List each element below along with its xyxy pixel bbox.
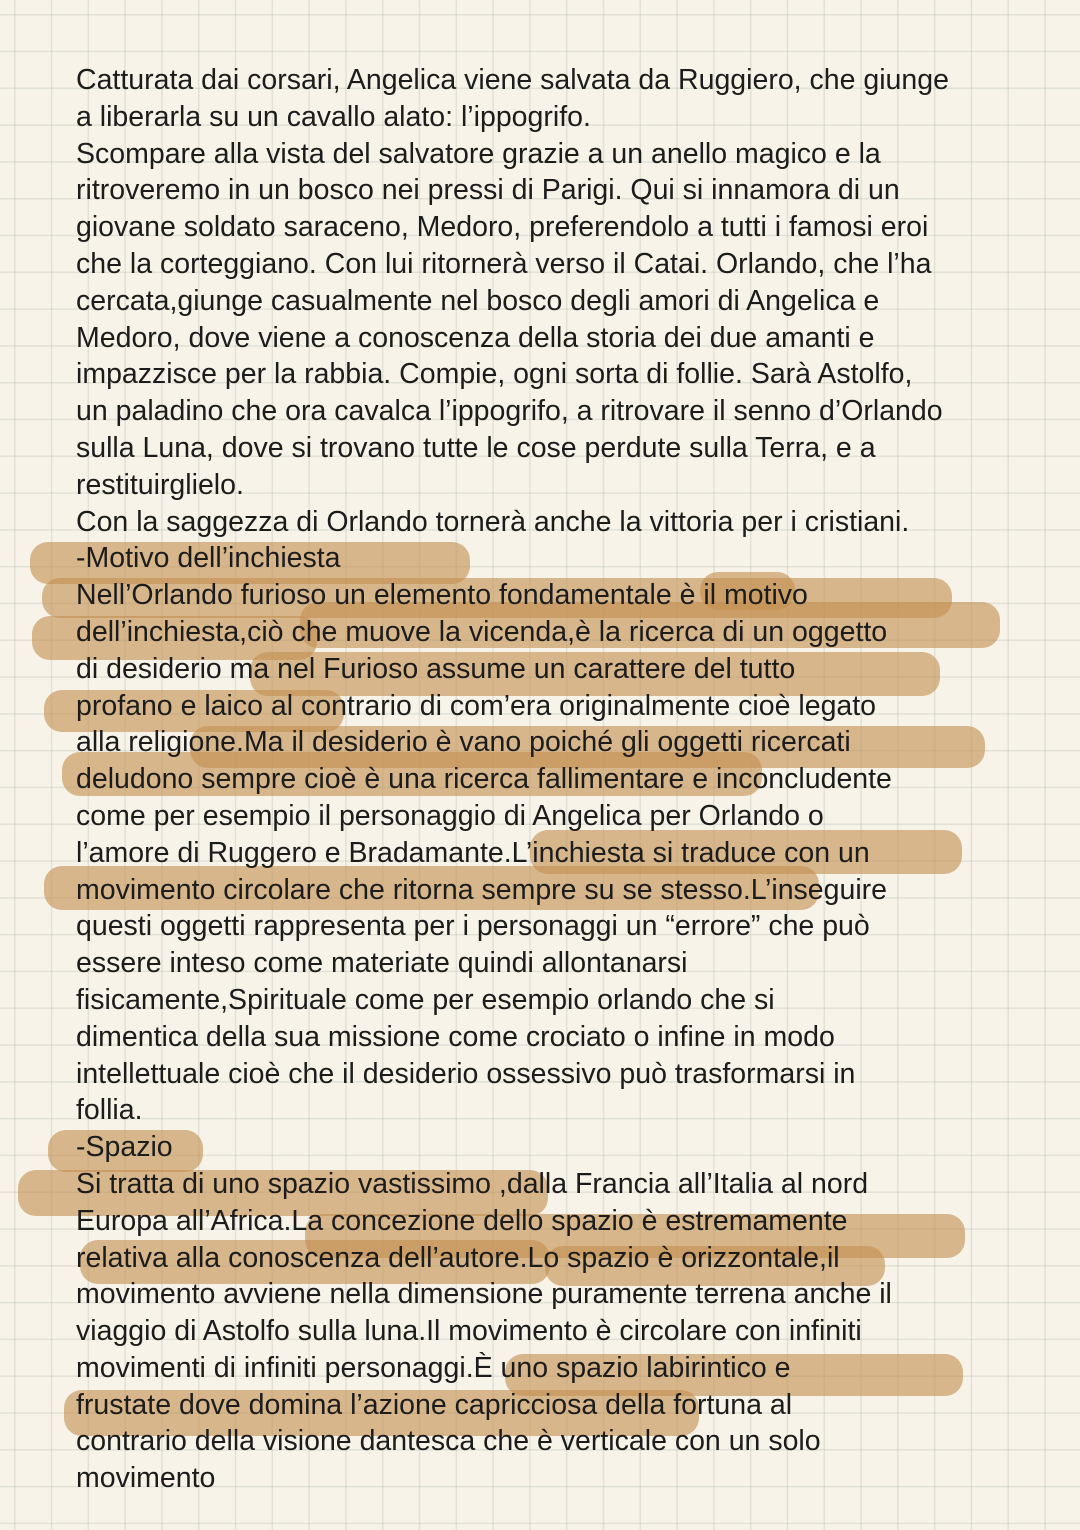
text-line: movimento [76, 1462, 216, 1495]
text-line: dimentica della sua missione come crociato o infine in modo [76, 1020, 835, 1053]
text-line: Si tratta di uno spazio vastissimo ,dalla Francia all’Italia al nord [76, 1167, 869, 1200]
text-line: sulla Luna, dove si trovano tutte le cose perdute sulla Terra, e a [76, 431, 876, 464]
text-line: dell’inchiesta,ciò che muove la vicenda,è la ricerca di un oggetto [76, 615, 888, 648]
text-line: alla religione.Ma il desiderio è vano poiché gli oggetti ricercati [76, 726, 851, 759]
text-line: a liberarla su un cavallo alato: l’ippogrifo. [76, 100, 591, 133]
text-line: follia. [76, 1094, 143, 1127]
text-line: relativa alla conoscenza dell’autore.Lo spazio è orizzontale,il [76, 1241, 840, 1274]
text-line: cercata,giunge casualmente nel bosco degli amori di Angelica e [76, 284, 880, 317]
text-line: questi oggetti rappresenta per i personaggi un “errore” che può [76, 910, 870, 943]
text-line: movimento avviene nella dimensione puramente terrena anche il [76, 1278, 892, 1311]
text-line: viaggio di Astolfo sulla luna.Il movimento è circolare con infiniti [76, 1315, 862, 1348]
section-heading-motivo: -Motivo dell’inchiesta [76, 542, 341, 575]
text-line: profano e laico al contrario di com’era originalmente cioè legato [76, 689, 877, 722]
section-heading-spazio: -Spazio [76, 1131, 173, 1164]
text-line: Catturata dai corsari, Angelica viene salvata da Ruggiero, che giunge [76, 64, 949, 96]
text-line: fisicamente,Spirituale come per esempio orlando che si [76, 983, 775, 1016]
text-line: giovane soldato saraceno, Medoro, preferendolo a tutti i famosi eroi [76, 211, 929, 244]
text-line: frustate dove domina l’azione capricciosa della fortuna al [76, 1388, 793, 1421]
text-line: come per esempio il personaggio di Angelica per Orlando o [76, 799, 824, 832]
text-line: movimenti di infiniti personaggi.È uno spazio labirintico e [76, 1351, 791, 1384]
text-line: che la corteggiano. Con lui ritornerà verso il Catai. Orlando, che l’ha [76, 247, 932, 280]
text-line: intellettuale cioè che il desiderio ossessivo può trasformarsi in [76, 1057, 856, 1090]
text-line: Scompare alla vista del salvatore grazie a un anello magico e la [76, 137, 881, 170]
text-line: un paladino che ora cavalca l’ippogrifo, a ritrovare il senno d’Orlando [76, 395, 943, 428]
notes-page [76, 62, 1046, 1497]
text-line: ritroveremo in un bosco nei pressi di Parigi. Qui si innamora di un [76, 174, 900, 207]
text-line: deludono sempre cioè è una ricerca fallimentare e inconcludente [76, 763, 892, 796]
text-line: Medoro, dove viene a conoscenza della storia dei due amanti e [76, 321, 875, 354]
text-line: impazzisce per la rabbia. Compie, ogni sorta di follie. Sarà Astolfo, [76, 358, 913, 391]
text-line: essere inteso come materiate quindi allontanarsi [76, 947, 688, 980]
text-line: l’amore di Ruggero e Bradamante.L’inchiesta si traduce con un [76, 836, 870, 869]
text-line: Nell’Orlando furioso un elemento fondamentale è il motivo [76, 579, 808, 612]
text-line: movimento circolare che ritorna sempre su se stesso.L’inseguire [76, 873, 888, 906]
text-line: restituirglielo. [76, 468, 244, 501]
text-line: contrario della visione dantesca che è verticale con un solo [76, 1425, 821, 1458]
text-line: di desiderio ma nel Furioso assume un carattere del tutto [76, 652, 796, 685]
text-line: Con la saggezza di Orlando tornerà anche la vittoria per i cristiani. [76, 505, 910, 538]
text-line: Europa all’Africa.La concezione dello spazio è estremamente [76, 1204, 848, 1237]
